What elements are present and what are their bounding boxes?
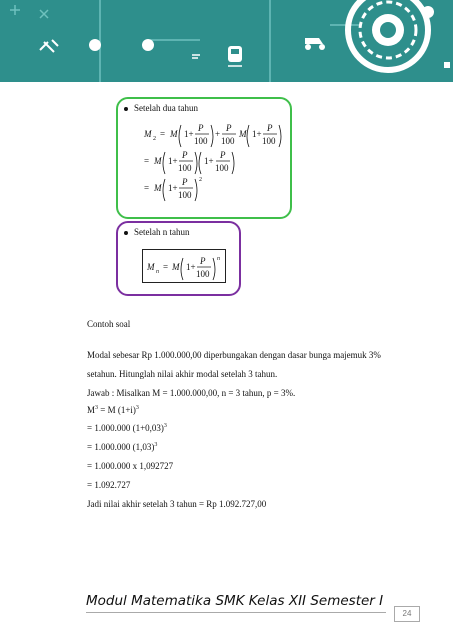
svg-text:P: P — [220, 150, 226, 160]
svg-text:P: P — [182, 177, 188, 187]
example-line-2: setahun. Hitunglah nilai akhir modal setelah 3 tahun. — [87, 369, 278, 379]
page-number: 24 — [394, 606, 420, 622]
bullet-dot — [124, 231, 128, 235]
svg-text:100: 100 — [262, 136, 276, 146]
svg-text:M: M — [154, 156, 162, 166]
svg-text:1+: 1+ — [204, 156, 214, 166]
svg-text:P: P — [226, 123, 232, 133]
example-line-9: Jadi nilai akhir setelah 3 tahun = Rp 1.092.727,00 — [87, 499, 267, 509]
svg-text:P: P — [267, 123, 273, 133]
example-line-1: Modal sebesar Rp 1.000.000,00 diperbungakan dengan dasar bunga majemuk 3% — [87, 350, 381, 360]
svg-text:1+: 1+ — [168, 156, 178, 166]
svg-text:1+: 1+ — [184, 129, 194, 139]
svg-text:M: M — [154, 183, 162, 193]
svg-text:M: M — [147, 262, 155, 272]
svg-text:100: 100 — [178, 190, 192, 200]
bullet-two-years-label: Setelah dua tahun — [134, 103, 198, 113]
gear-icon — [348, 0, 428, 70]
svg-text:P: P — [200, 256, 206, 266]
svg-text:=: = — [160, 129, 166, 139]
svg-text:n: n — [217, 256, 220, 262]
example-heading: Contoh soal — [87, 319, 131, 329]
svg-text:1+: 1+ — [186, 262, 196, 272]
svg-text:1+: 1+ — [252, 129, 262, 139]
svg-text:1+: 1+ — [168, 183, 178, 193]
header-banner — [0, 0, 453, 82]
svg-text:2: 2 — [153, 136, 156, 142]
svg-text:100: 100 — [194, 136, 208, 146]
n-year-formula — [142, 249, 226, 283]
svg-text:2: 2 — [199, 177, 202, 183]
svg-text:100: 100 — [215, 163, 229, 173]
banner-decoration — [0, 0, 453, 82]
two-year-formula-box — [116, 97, 292, 219]
bullet-n-years-label: Setelah n tahun — [134, 227, 190, 237]
svg-text:100: 100 — [221, 136, 235, 146]
square-mark — [444, 62, 450, 68]
satellite-icon — [40, 40, 58, 52]
svg-text:=: = — [144, 156, 150, 166]
scooter-icon — [305, 38, 325, 50]
svg-text:M: M — [239, 129, 247, 139]
example-line-4: $M^3 = M$ $(1+i)^3$ — [87, 405, 139, 415]
train-icon — [228, 46, 242, 66]
footer-divider — [86, 612, 386, 613]
example-line-3: Jawab : Misalkan M = 1.000.000,00, n = 3 tahun, p = 3%. — [87, 388, 296, 398]
footer-title: Modul Matematika SMK Kelas XII Semester I — [86, 593, 384, 609]
svg-text:M: M — [144, 129, 152, 139]
svg-text:=: = — [163, 262, 169, 272]
svg-text:M: M — [170, 129, 178, 139]
svg-text:+: + — [215, 129, 221, 139]
example-line-5: = 1.000.000 $(1+0,03)^3$ — [87, 423, 167, 433]
svg-text:100: 100 — [178, 163, 192, 173]
svg-text:=: = — [144, 183, 150, 193]
example-line-8: = 1.092.727 — [87, 480, 131, 490]
example-line-7: = 1.000.000 x 1,092727 — [87, 461, 174, 471]
svg-text:n: n — [156, 269, 159, 275]
two-year-formula — [118, 99, 290, 217]
svg-text:P: P — [182, 150, 188, 160]
example-line-6: = 1.000.000 $(1,03)^3$ — [87, 442, 158, 452]
svg-text:M: M — [172, 262, 180, 272]
svg-text:100: 100 — [196, 269, 210, 279]
bullet-n-years — [124, 227, 190, 237]
svg-text:P: P — [198, 123, 204, 133]
